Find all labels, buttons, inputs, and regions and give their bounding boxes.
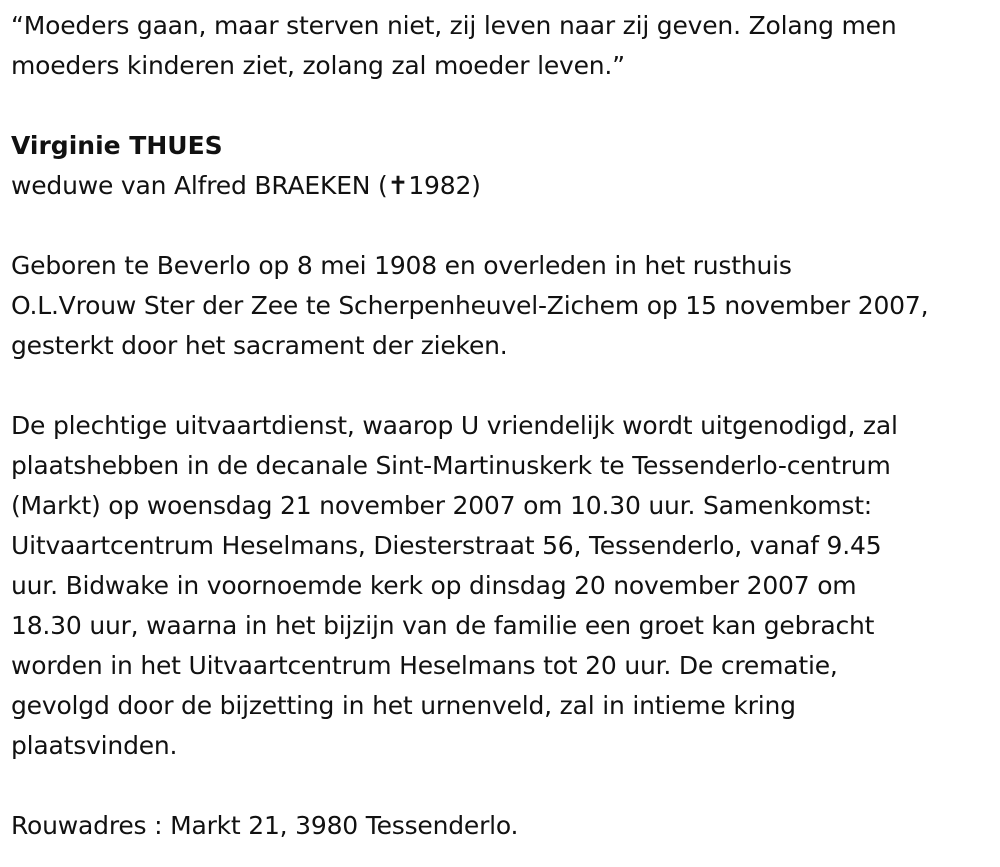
service-line: worden in het Uitvaartcentrum Heselmans tot 20 uur. De crematie, xyxy=(11,651,838,680)
quote-paragraph xyxy=(11,6,1000,86)
service-line: De plechtige uitvaartdienst, waarop U vriendelijk wordt uitgenodigd, zal xyxy=(11,411,898,440)
quote-line: moeders kinderen ziet, zolang zal moeder leven.” xyxy=(11,51,625,80)
service-line: 18.30 uur, waarna in het bijzijn van de familie een groet kan gebracht xyxy=(11,611,875,640)
deceased-name: Virginie THUES xyxy=(11,131,223,160)
service-line: plaatshebben in de decanale Sint-Martinuskerk te Tessenderlo-centrum xyxy=(11,451,891,480)
widow-line xyxy=(11,166,1000,206)
birth-line: Geboren te Beverlo op 8 mei 1908 en overleden in het rusthuis xyxy=(11,251,792,280)
service-line: gevolgd door de bijzetting in het urnenveld, zal in intieme kring xyxy=(11,691,796,720)
address-paragraph xyxy=(11,806,1000,846)
widow-text: weduwe van Alfred BRAEKEN (✝1982) xyxy=(11,171,481,200)
quote-line: “Moeders gaan, maar sterven niet, zij leven naar zij geven. Zolang men xyxy=(11,11,897,40)
birth-line: O.L.Vrouw Ster der Zee te Scherpenheuvel-Zichem op 15 november 2007, xyxy=(11,291,929,320)
service-paragraph xyxy=(11,406,1000,766)
birth-line: gesterkt door het sacrament der zieken. xyxy=(11,331,508,360)
service-line: Uitvaartcentrum Heselmans, Diesterstraat 56, Tessenderlo, vanaf 9.45 xyxy=(11,531,882,560)
service-line: plaatsvinden. xyxy=(11,731,178,760)
birth-death-paragraph xyxy=(11,246,1000,366)
service-line: (Markt) op woensdag 21 november 2007 om 10.30 uur. Samenkomst: xyxy=(11,491,873,520)
service-line: uur. Bidwake in voornoemde kerk op dinsdag 20 november 2007 om xyxy=(11,571,857,600)
address-line: Rouwadres : Markt 21, 3980 Tessenderlo. xyxy=(11,811,519,840)
